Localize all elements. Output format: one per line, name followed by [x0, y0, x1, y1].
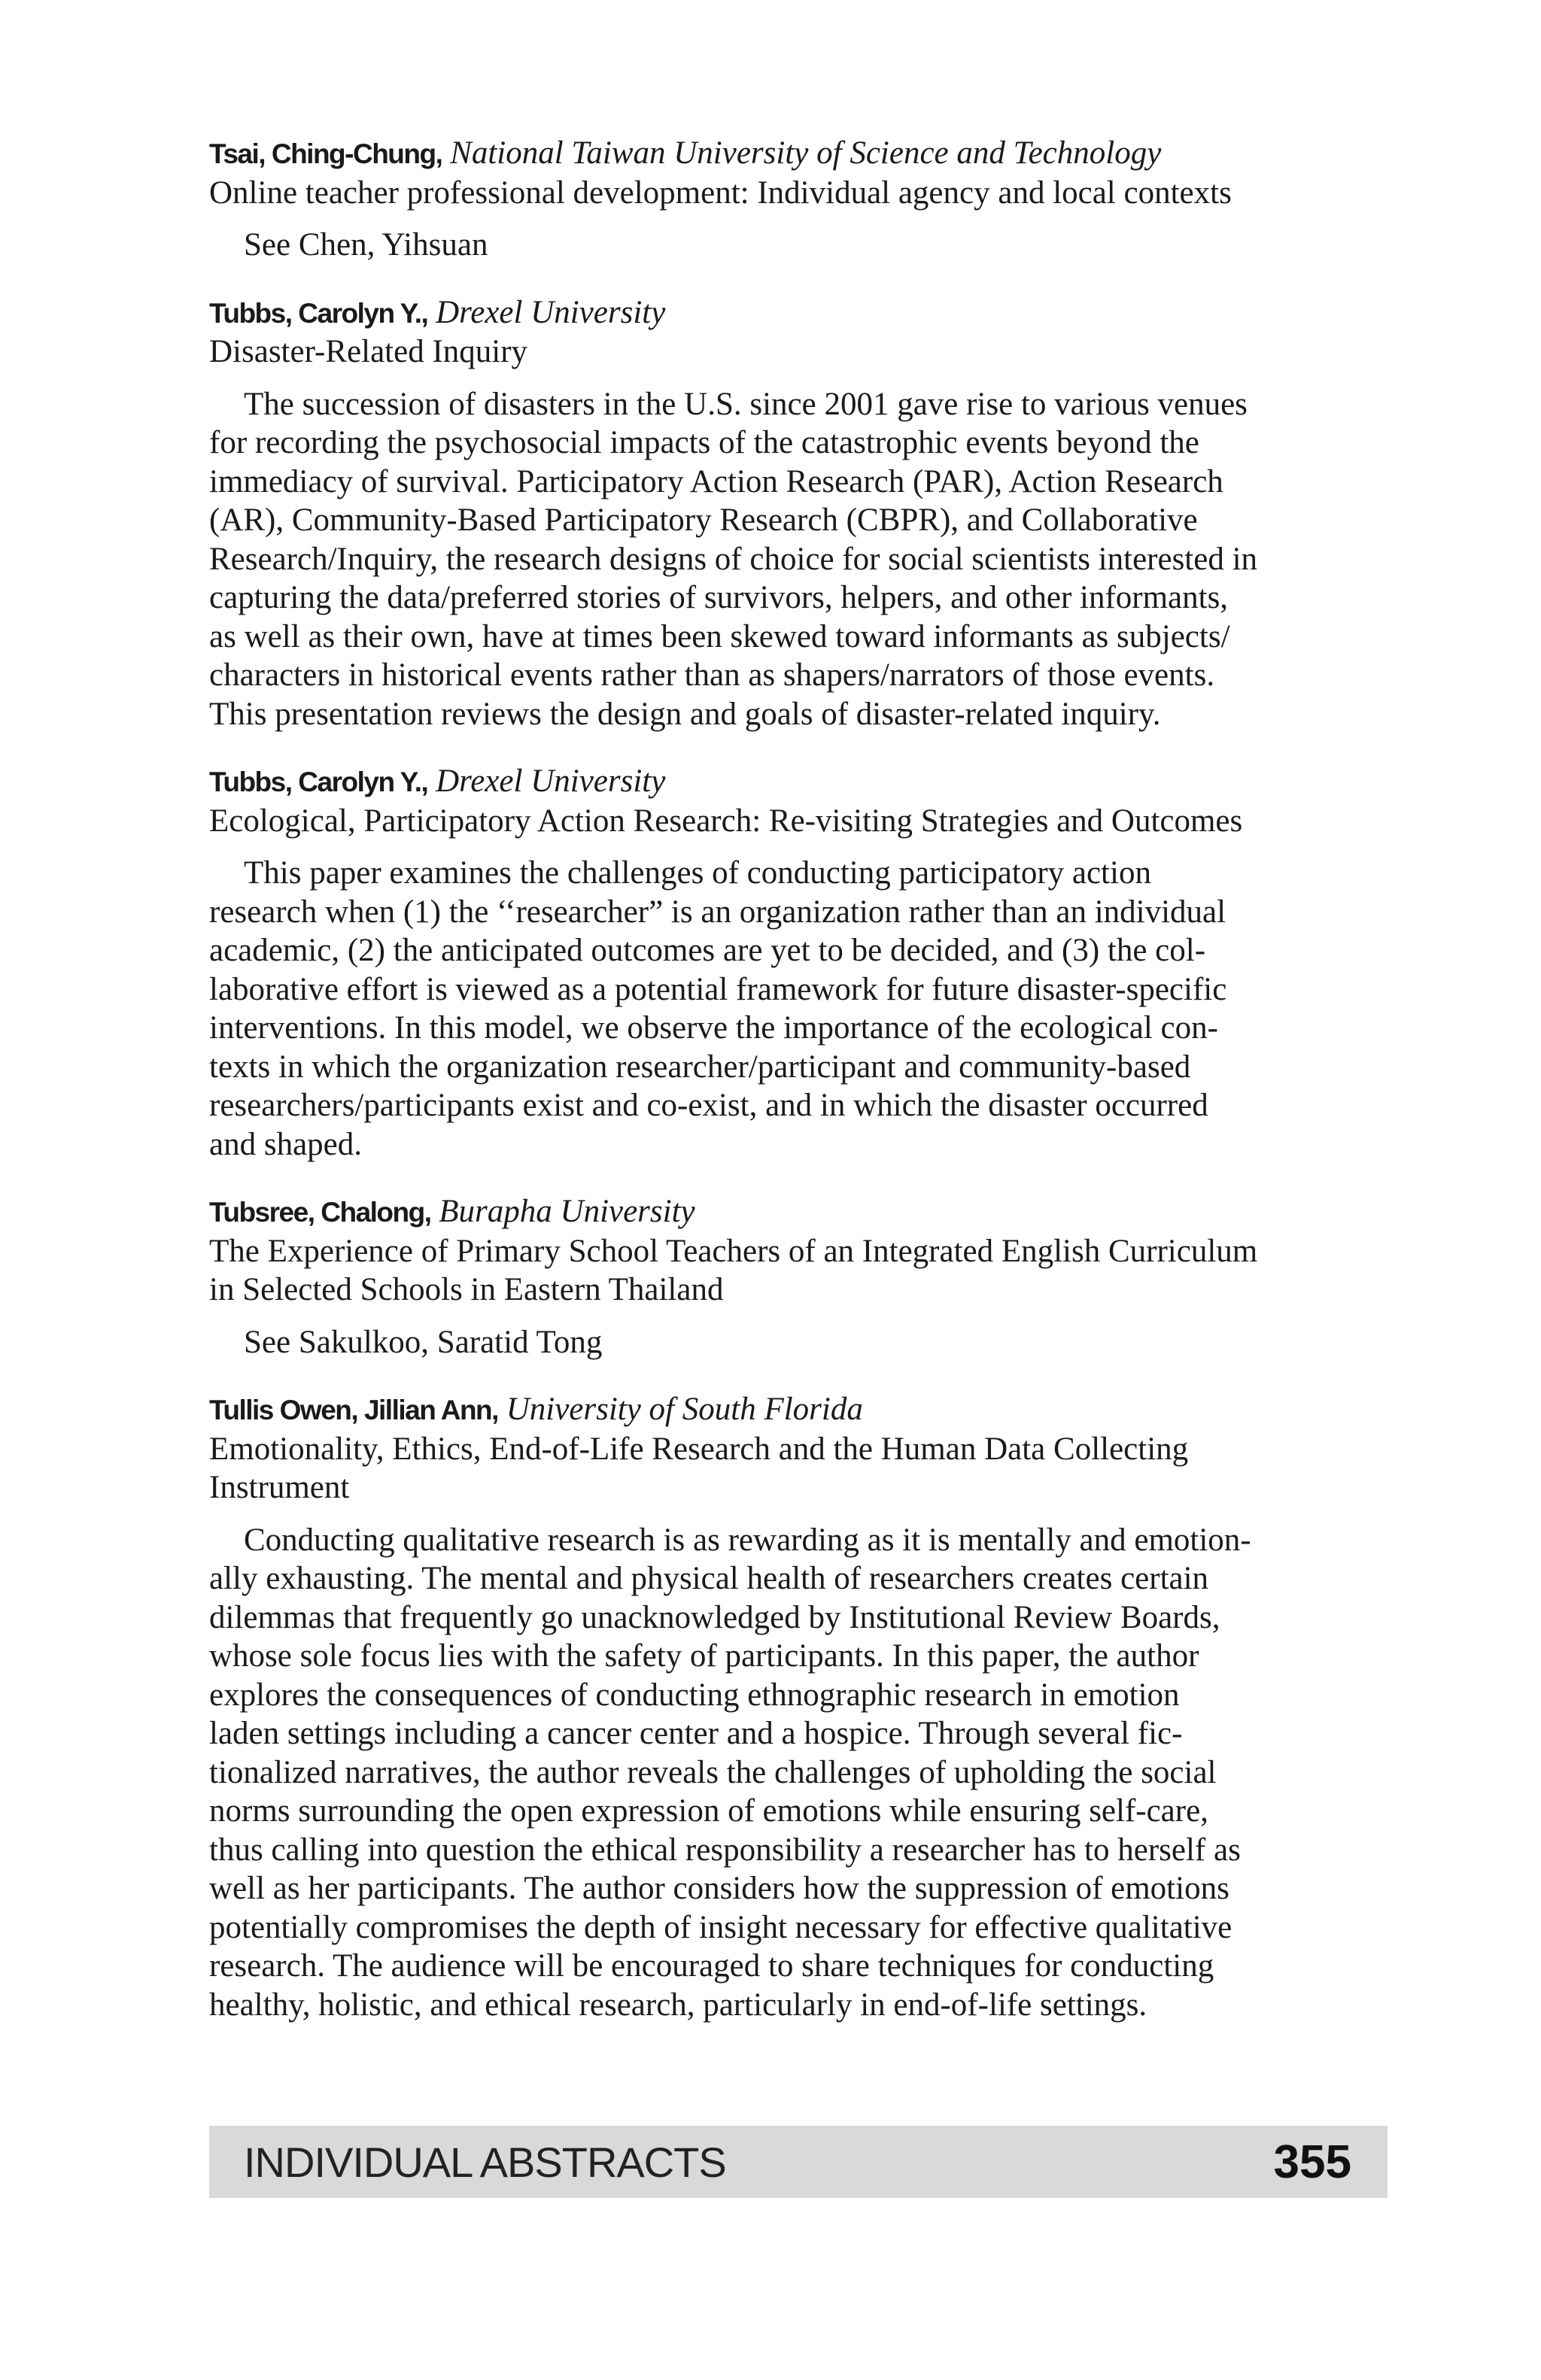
abstract-title [209, 802, 1391, 841]
entry-heading [209, 134, 1391, 174]
author-affiliation: University of South Florida [506, 1392, 863, 1427]
body-line: explores the consequences of conducting ethnographic research in emotion [209, 1677, 1180, 1713]
abstract-title [209, 1232, 1391, 1310]
author-name: Tullis Owen, Jillian Ann, [209, 1395, 498, 1425]
body-line: (AR), Community-Based Participatory Research (CBPR), and Collaborative [209, 502, 1198, 538]
entry-heading [209, 1192, 1391, 1232]
author-name: Tubbs, Carolyn Y., [209, 297, 428, 329]
author-name: Tubsree, Chalong, [209, 1197, 431, 1228]
page-footer [209, 2126, 1388, 2198]
abstract-title [209, 1430, 1391, 1507]
body-line: Research/Inquiry, the research designs of choice for social scientists interested in [209, 541, 1258, 577]
title-line: Emotionality, Ethics, End-of-Life Research and the Human Data Collecting [209, 1431, 1189, 1467]
author-name: Tubbs, Carolyn Y., [209, 767, 428, 797]
body-line: as well as their own, have at times been skewed toward informants as subjects/ [209, 618, 1230, 654]
body-line: texts in which the organization researcher/participant and community-based [209, 1049, 1191, 1085]
body-line: laborative effort is viewed as a potential framework for future disaster-specific [209, 971, 1227, 1007]
abstract-title [209, 174, 1391, 213]
body-line: academic, (2) the anticipated outcomes are yet to be decided, and (3) the col- [209, 933, 1206, 968]
see-reference: See Chen, Yihsuan [244, 227, 488, 263]
body-line: capturing the data/preferred stories of survivors, helpers, and other informants, [209, 580, 1229, 615]
section-label: INDIVIDUAL ABSTRACTS [244, 2138, 726, 2186]
author-affiliation: Drexel University [436, 294, 666, 330]
abstract-entry [209, 1390, 1391, 2024]
body-line: ally exhausting. The mental and physical health of researchers creates certain [209, 1561, 1209, 1596]
body-line: for recording the psychosocial impacts of the catastrophic events beyond the [209, 425, 1199, 460]
entry-heading [209, 762, 1391, 802]
see-reference: See Sakulkoo, Saratid Tong [244, 1324, 603, 1360]
title-line: Instrument [209, 1470, 350, 1505]
entry-heading [209, 1390, 1391, 1430]
body-line: researchers/participants exist and co-exist, and in which the disaster occurred [209, 1088, 1208, 1123]
body-line: characters in historical events rather than as shapers/narrators of those events. [209, 657, 1215, 693]
author-affiliation: Burapha University [439, 1194, 695, 1229]
body-line: research. The audience will be encouraged to share techniques for conducting [209, 1948, 1214, 1984]
body-line: laden settings including a cancer center and a hospice. Through several fic- [209, 1716, 1183, 1751]
body-line: This paper examines the challenges of conducting participatory action [244, 855, 1151, 891]
abstract-title [209, 332, 1391, 372]
abstract-body [209, 1521, 1391, 2025]
abstract-entry [209, 1192, 1391, 1362]
abstract-body [209, 385, 1391, 734]
body-line: immediacy of survival. Participatory Action Research (PAR), Action Research [209, 463, 1223, 499]
body-line: dilemmas that frequently go unacknowledged by Institutional Review Boards, [209, 1599, 1220, 1635]
body-line: thus calling into question the ethical responsibility a researcher has to herself as [209, 1832, 1241, 1868]
body-line: tionalized narratives, the author reveals the challenges of upholding the social [209, 1754, 1217, 1790]
body-line: The succession of disasters in the U.S. since 2001 gave rise to various venues [244, 386, 1248, 422]
title-line: Ecological, Participatory Action Research: Re-visiting Strategies and Outcomes [209, 803, 1243, 839]
abstract-entry [209, 293, 1391, 734]
body-line: This presentation reviews the design and goals of disaster-related inquiry. [209, 696, 1161, 732]
body-line: whose sole focus lies with the safety of participants. In this paper, the author [209, 1638, 1199, 1674]
entry-heading [209, 293, 1391, 333]
title-line: in Selected Schools in Eastern Thailand [209, 1272, 724, 1307]
author-affiliation: National Taiwan University of Science and Technology [450, 135, 1162, 171]
body-line: and shaped. [209, 1126, 362, 1162]
body-line: Conducting qualitative research is as rewarding as it is mentally and emotion- [244, 1522, 1251, 1558]
abstract-body [209, 854, 1391, 1164]
author-name: Tsai, Ching-Chung, [209, 138, 442, 169]
abstract-entry [209, 762, 1391, 1164]
body-line: norms surrounding the open expression of emotions while ensuring self-care, [209, 1793, 1208, 1829]
abstracts-column [209, 134, 1391, 2053]
body-line: healthy, holistic, and ethical research, particularly in end-of-life settings. [209, 1987, 1147, 2023]
page-number: 355 [1273, 2136, 1351, 2188]
body-line: interventions. In this model, we observe the importance of the ecological con- [209, 1010, 1218, 1046]
body-line: well as her participants. The author considers how the suppression of emotions [209, 1871, 1229, 1906]
author-affiliation: Drexel University [436, 763, 666, 799]
body-line: research when (1) the ‘‘researcher” is an organization rather than an individual [209, 894, 1226, 930]
title-line: Online teacher professional development: Individual agency and local contexts [209, 175, 1232, 211]
title-line: The Experience of Primary School Teachers of an Integrated English Curriculum [209, 1233, 1258, 1269]
abstract-entry [209, 134, 1391, 265]
body-line: potentially compromises the depth of insight necessary for effective qualitative [209, 1909, 1232, 1945]
title-line: Disaster-Related Inquiry [209, 334, 528, 369]
